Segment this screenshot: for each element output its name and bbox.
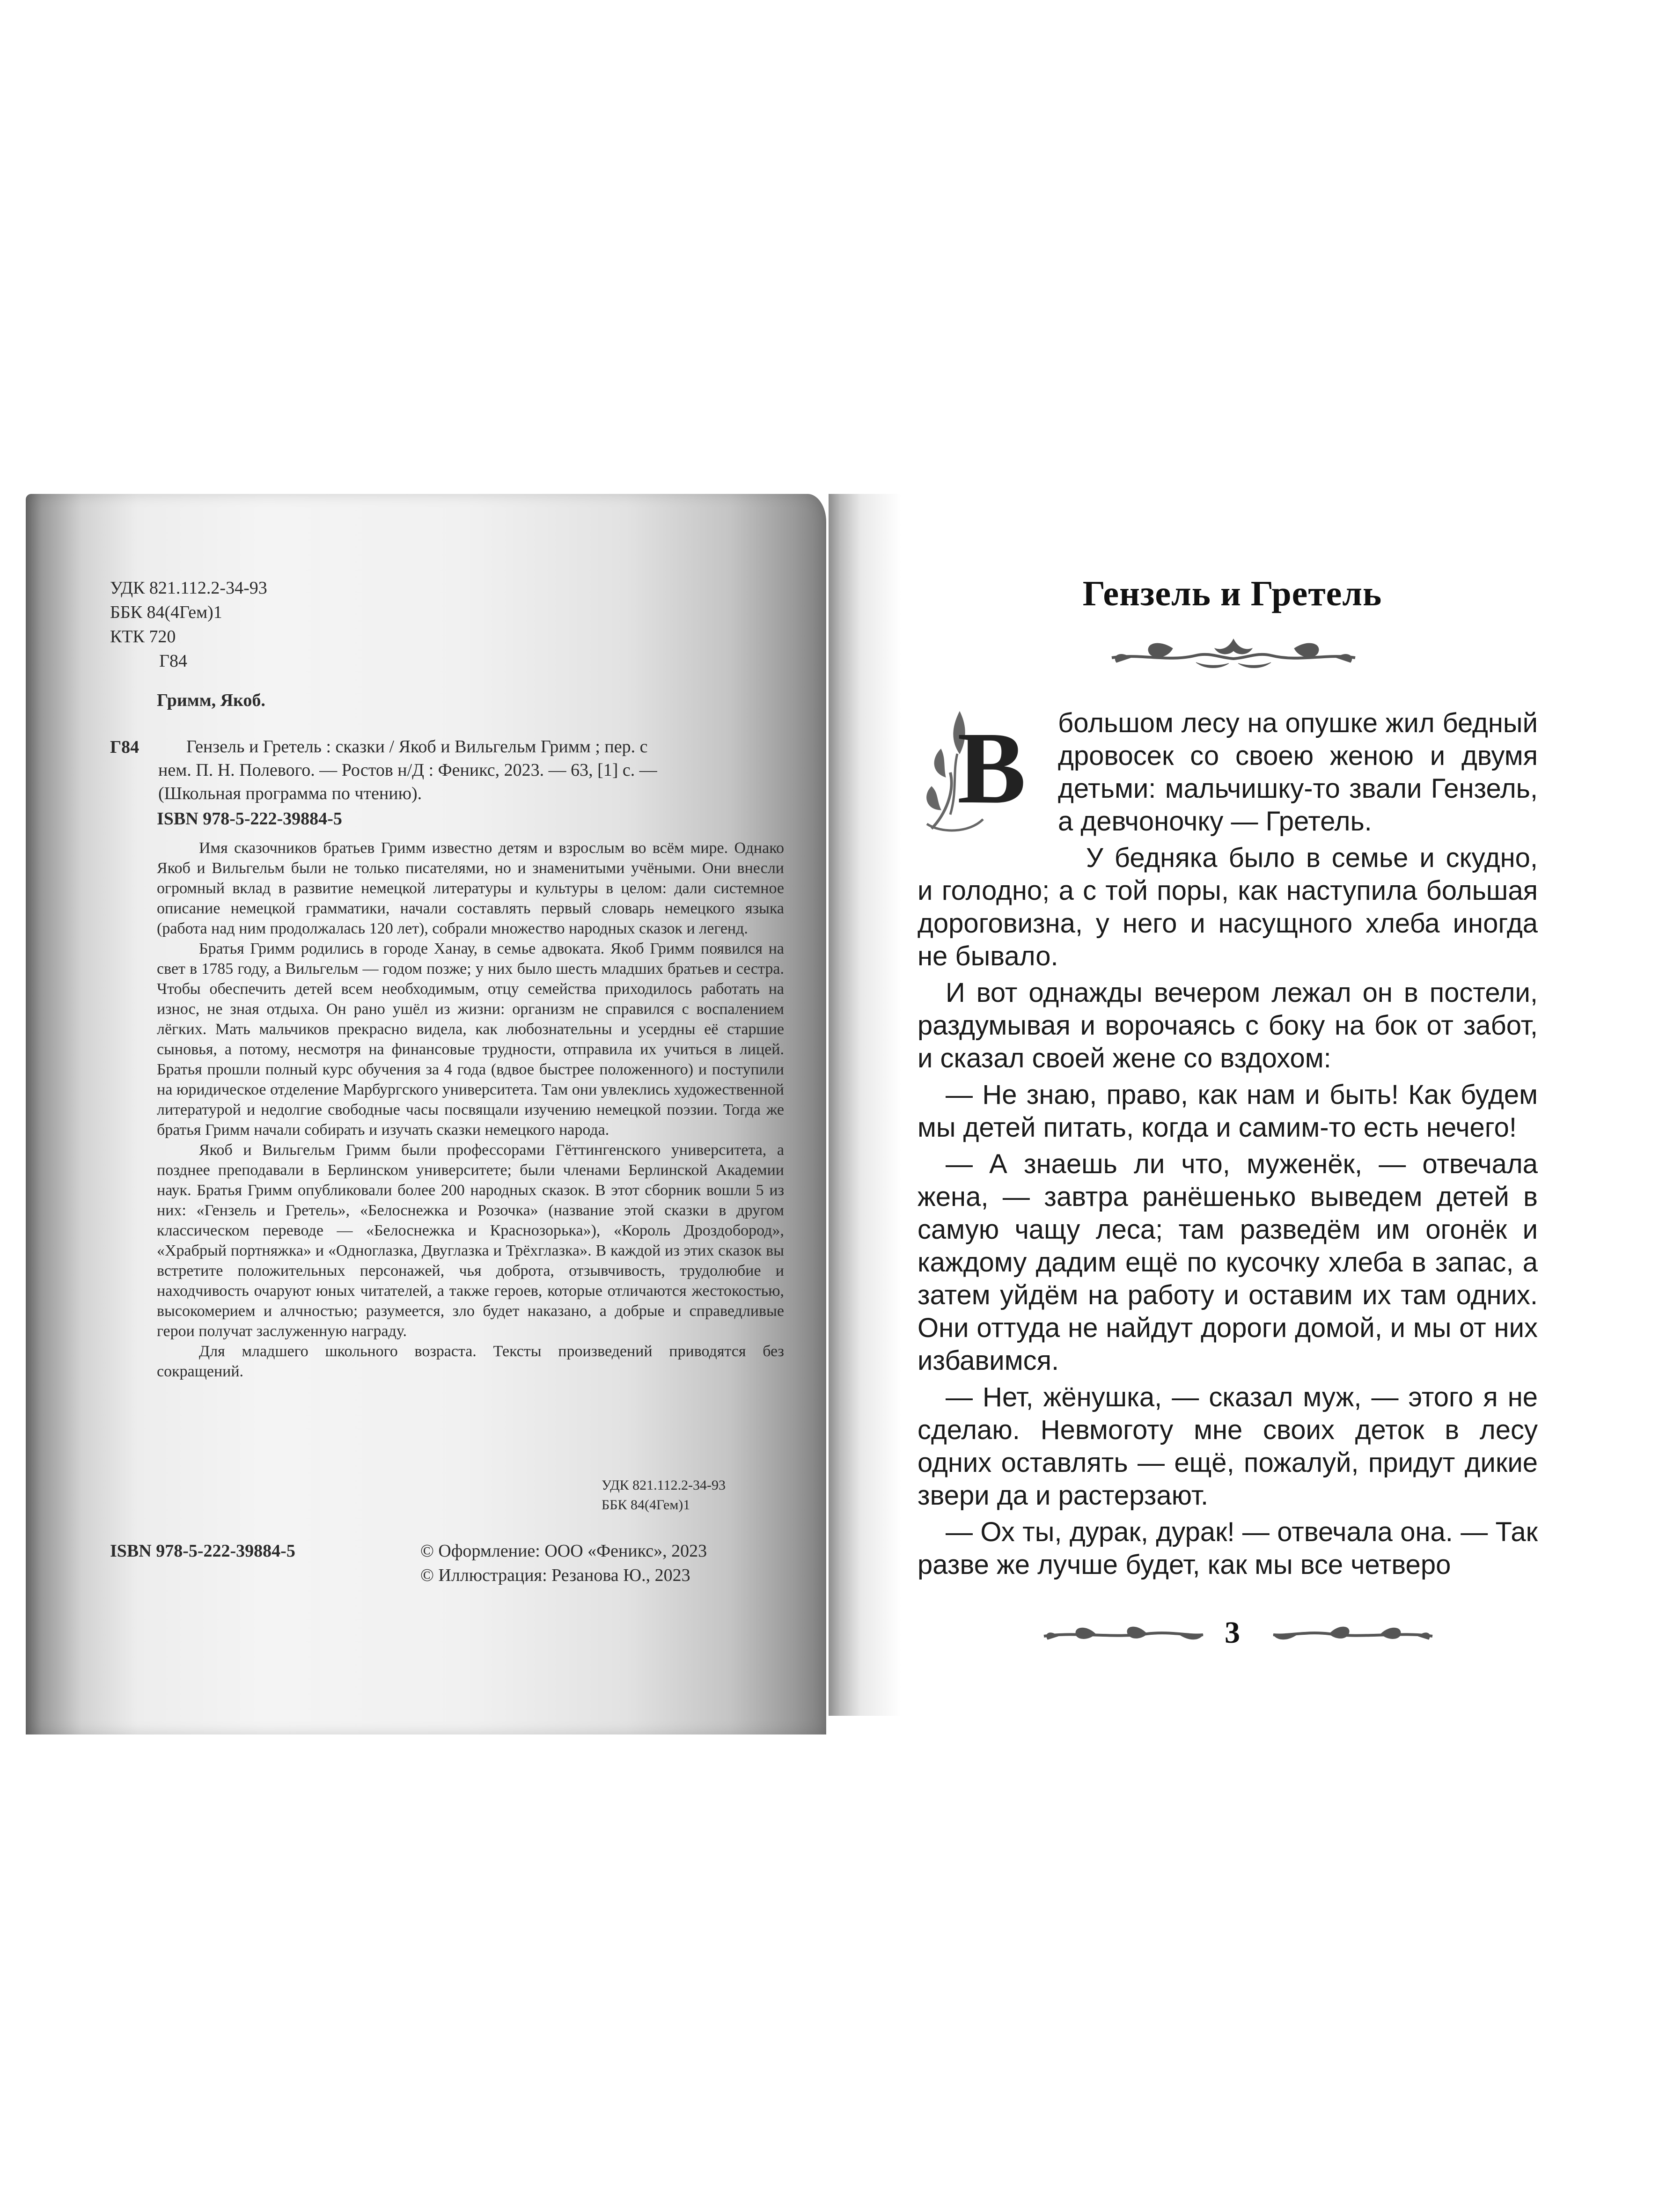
annotation-paragraph: Братья Гримм родились в городе Ханау, в семье адвоката. Якоб Гримм появился на свет в 1785 году, а Вильгельм — годом позже; у них было шесть младших братьев и сестра. Чтобы обеспечить детей всем необходимым, отцу семейства приходилось работать на износ, не зная отдыха. Он рано ушёл из жизни: организм не справился с воспалением лёгких. Мать мальчиков прекрасно видела, как любознательны и усердны её старшие сыновья, а потому, несмотря на финансовые трудности, отправила их учиться в лицей. Братья прошли полный курс обучения за 4 года (вдвое быстрее положенного) и поступили на юридическое отделение Марбургского университета. Там они увлеклись художественной литературой и недолгие свободные часы посвящали изучению немецкой поэзии. Тогда же братья Гримм начали собирать и изучать сказки немецкого народа.: [157, 940, 784, 1139]
story-paragraph-1: [918, 707, 1538, 838]
paragraph-text: большом лесу на опушке жил бедный дровосек со своею женою и двумя детьми: мальчишку-то звали Гензель, а девчоночку — Гретель.: [1058, 708, 1538, 837]
story-paragraph: — Не знаю, право, как нам и быть! Как будем мы детей питать, когда и самим-то есть нечего!: [918, 1080, 1538, 1143]
copyright-design: © Оформление: ООО «Феникс», 2023: [420, 1541, 707, 1561]
story-title: Гензель и Гретель: [1082, 574, 1382, 613]
annotation-paragraph: Якоб и Вильгельм Гримм были профессорами Гёттингенского университета, а позднее преподавали в Берлинском университете; были членами Берлинской Академии наук. Братья Гримм опубликовали более 200 народных сказок. В этот сборник вошли 5 из них: «Гензель и Гретель», «Белоснежка и Розочка» (название этой сказки в другом классическом переводе — «Белоснежка и Краснозорька»), «Король Дроздобород», «Храбрый портняжка» и «Одноглазка, Двуглазка и Трёхглазка». В каждой из этих сказок вы встретите положительных персонажей, чья доброта, отзывчивость, трудолюбие и находчивость очаруют юных читателей, а также героев, которые отличаются жестокостью, высокомерием и алчностью; разумеется, зло будет наказано, а добрые и справедливые герои получат заслуженную награду.: [157, 1141, 784, 1340]
page-number: 3: [1225, 1616, 1240, 1650]
annotation-paragraph: Для младшего школьного возраста. Тексты произведений приводятся без сокращений.: [157, 1343, 784, 1380]
story-paragraph: У бедняка было в семье и скудно, и голодно; а с той поры, как наступила большая дороговизна, у него и насущного хлеба иногда не бывало.: [918, 843, 1538, 971]
bbk-code: ББК 84(4Гем)1: [110, 603, 222, 622]
biblio-line: Гензель и Гретель : сказки / Якоб и Вильгельм Гримм ; пер. с: [186, 737, 648, 757]
udk-code: УДК 821.112.2-34-93: [110, 578, 267, 598]
copyright-illustration: © Иллюстрация: Резанова Ю., 2023: [420, 1565, 690, 1585]
story-text: [918, 707, 1538, 1585]
bottom-udk: УДК 821.112.2-34-93: [602, 1477, 726, 1493]
author-mark: Г84: [159, 651, 187, 671]
annotation: [157, 838, 784, 1382]
bottom-codes: [602, 1476, 726, 1515]
right-flourish-icon: [1269, 1620, 1437, 1648]
biblio-line: нем. П. Н. Полевого. — Ростов н/Д : Феникс, 2023. — 63, [1] с. —: [158, 760, 657, 780]
copyright-block: [420, 1539, 707, 1587]
floral-divider-icon: [1102, 630, 1365, 672]
dropcap-letter: В: [957, 711, 1026, 825]
dropcap: [913, 707, 1049, 843]
bottom-bbk: ББК 84(4Гем)1: [602, 1497, 690, 1513]
author-heading: Гримм, Якоб.: [157, 691, 265, 710]
ktk-code: КТК 720: [110, 627, 176, 647]
biblio-line: (Школьная программа по чтению).: [158, 784, 422, 803]
annotation-paragraph: Имя сказочников братьев Гримм известно детям и взрослым во всём мире. Однако Якоб и Вильгельм были не только писателями, но и знаменитыми учёными. Они внесли огромный вклад в развитие немецкой литературы и культуры в целом: дали системное описание немецкой грамматики, начали составлять первый словарь немецкого языка (работа над ним продолжалась 120 лет), собрали множество народных сказок и легенд.: [157, 839, 784, 937]
bottom-isbn: ISBN 978-5-222-39884-5: [110, 1541, 295, 1561]
isbn-heading: ISBN 978-5-222-39884-5: [157, 809, 342, 829]
story-paragraph: — Нет, жёнушка, — сказал муж, — этого я не сделаю. Невмоготу мне своих деток в лесу одних оставлять — ещё, пожалуй, придут дикие звери да и растерзают.: [918, 1382, 1538, 1511]
classification-codes: [110, 576, 267, 673]
story-paragraph: И вот однажды вечером лежал он в постели, раздумывая и ворочаясь с боку на бок от забот, и сказал своей жене со вздохом:: [918, 977, 1538, 1073]
bibliographic-record: [158, 735, 781, 805]
story-paragraph: — Ох ты, дурак, дурак! — отвечала она. — Так разве же лучше будет, как мы все четверо: [918, 1517, 1538, 1580]
story-paragraph: — А знаешь ли что, муженёк, — отвечала жена, — завтра ранёшенько выведем детей в самую чащу леса; там разведём им огонёк и каждому дадим ещё по кусочку хлеба в запас, а затем уйдём на работу и оставим их там одних. Они оттуда не найдут дороги домой, и мы от них избавимся.: [918, 1149, 1538, 1376]
biblio-mark: Г84: [110, 737, 139, 757]
right-page: [829, 494, 1636, 1716]
left-page: [26, 494, 826, 1734]
